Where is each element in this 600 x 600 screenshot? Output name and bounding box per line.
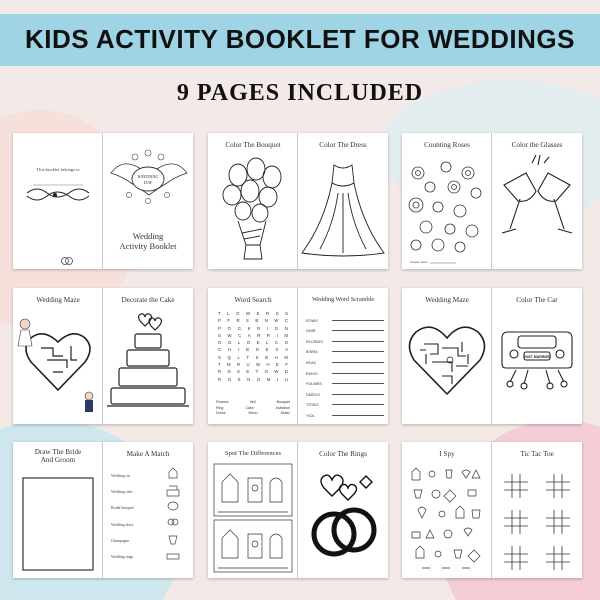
rings-page — [298, 442, 388, 578]
i-spy-page — [402, 442, 492, 578]
word-search-label: Word Search — [234, 296, 272, 304]
belongs-to-text: This booklet belongs to — [36, 167, 80, 172]
match-item: Champagne — [111, 538, 130, 543]
differences-label: Spot The Differences — [224, 450, 282, 457]
match-item: Bridal bouquet — [111, 506, 134, 511]
svg-text:JUST MARRIED: JUST MARRIED — [523, 355, 551, 359]
word-scramble-page — [298, 288, 388, 424]
roses-label: Counting Roses — [424, 141, 470, 149]
svg-text:WEDDING: WEDDING — [137, 174, 159, 179]
i-spy-label: I Spy — [439, 450, 455, 458]
car-label: Color The Car — [516, 296, 558, 304]
cake-label: Decorate the Cake — [121, 296, 175, 304]
heart-maze-icon — [13, 288, 103, 424]
match-item: Wedding rings — [111, 554, 134, 559]
match-page — [103, 442, 193, 578]
preview-card-maze-car — [402, 288, 582, 424]
cake-page — [103, 288, 193, 424]
scramble-row: GNIR — [306, 323, 384, 334]
match-icons — [103, 442, 193, 578]
scramble-row: IENRA — [306, 344, 384, 355]
differences-icon — [208, 442, 298, 578]
dress-page — [298, 133, 388, 269]
champagne-glasses-icon — [492, 133, 582, 269]
preview-card-bouquet-dress — [208, 133, 388, 269]
page-subtitle: 9 PAGES INCLUDED — [176, 80, 424, 106]
tic-tac-toe-icon — [492, 442, 582, 578]
wedding-cake-icon — [103, 288, 193, 424]
scramble-list — [306, 312, 384, 418]
match-item: Wedding dress — [111, 522, 134, 527]
word-search-page — [208, 288, 298, 424]
scramble-row: EKCRDIS — [306, 333, 384, 344]
tic-tac-toe-page — [492, 442, 582, 578]
rings-label: Color The Rings — [319, 450, 367, 458]
draw-label-line1: Draw The Bride — [34, 448, 82, 456]
dress-label: Color The Dress — [319, 141, 367, 149]
scramble-row: DNEGO — [306, 386, 384, 397]
cover-right-page — [103, 133, 193, 269]
drawing-frame-icon — [13, 442, 103, 578]
svg-text:DAY: DAY — [143, 180, 153, 185]
grid-row: P O G K R I G N — [218, 325, 288, 331]
maze2-label: Wedding Maze — [425, 296, 469, 304]
glasses-page — [492, 133, 582, 269]
preview-card-word-search — [208, 288, 388, 424]
wedding-rings-icon — [298, 442, 388, 578]
car-page — [492, 288, 582, 424]
preview-card-roses-glasses — [402, 133, 582, 269]
wedding-car-icon — [492, 288, 582, 424]
maze-label: Wedding Maze — [36, 296, 80, 304]
scramble-row: EOWV — [306, 312, 384, 323]
cover-left-page — [13, 133, 103, 269]
scramble-row: YIOL — [306, 407, 384, 418]
scramble-row: TSTAO — [306, 397, 384, 408]
preview-card-i-spy-tictactoe — [402, 442, 582, 578]
scramble-row: FOLWES — [306, 376, 384, 387]
scramble-row: KEAC — [306, 354, 384, 365]
roses-page — [402, 133, 492, 269]
scramble-row: EWOS — [306, 365, 384, 376]
word-search-grid — [218, 310, 288, 383]
preview-card-maze-cake — [13, 288, 193, 424]
preview-card-differences-rings — [208, 442, 388, 578]
draw-page — [13, 442, 103, 578]
differences-page — [208, 442, 298, 578]
grid-row: R N S E T O W D — [218, 369, 288, 375]
bouquet-icon — [208, 133, 298, 269]
roses-icon — [402, 133, 492, 269]
grid-row: T M R U W H E F — [218, 362, 288, 368]
cover-title-line1: Wedding — [132, 231, 164, 241]
maze2-page — [402, 288, 492, 424]
word-scramble-label: Wedding Word Scramble — [311, 296, 375, 303]
grid-row: O G L O E L C O — [218, 340, 288, 346]
maze-page — [13, 288, 103, 424]
match-item: Wedding car — [111, 474, 131, 478]
draw-label-line2: And Groom — [40, 456, 76, 464]
grid-row: C H I B N E S A — [218, 347, 288, 353]
glasses-label: Color the Glasses — [511, 141, 563, 149]
cover-title-line2: Activity Booklet — [119, 241, 177, 251]
bouquet-page — [208, 133, 298, 269]
heart-maze-icon — [402, 288, 492, 424]
rings-icon — [13, 133, 103, 269]
match-label: Make A Match — [126, 450, 170, 458]
bouquet-label: Color The Bouquet — [225, 141, 281, 149]
tic-tac-toe-label: Tic Tac Toe — [520, 450, 554, 458]
grid-row: T L O W E R S S — [218, 311, 288, 316]
word-list: Flowers Veil Bouquet Ring Cake Invitation Dress Menu Music — [216, 400, 290, 416]
grid-row: R O S N O M I U — [218, 376, 288, 382]
match-item: Wedding cake — [111, 490, 133, 495]
i-spy-icon — [402, 442, 492, 578]
wedding-dress-icon — [298, 133, 388, 269]
svg-text:Answer Here:: Answer Here: — [410, 260, 429, 264]
grid-row: S Q L T S B H M — [218, 354, 288, 360]
preview-card-cover — [13, 133, 193, 269]
grid-row: S W C A R R I M — [218, 332, 288, 338]
preview-card-draw-match — [13, 442, 193, 578]
grid-row: P F R S B N W C — [218, 318, 288, 324]
page-title: KIDS ACTIVITY BOOKLET FOR WEDDINGS — [24, 24, 575, 54]
